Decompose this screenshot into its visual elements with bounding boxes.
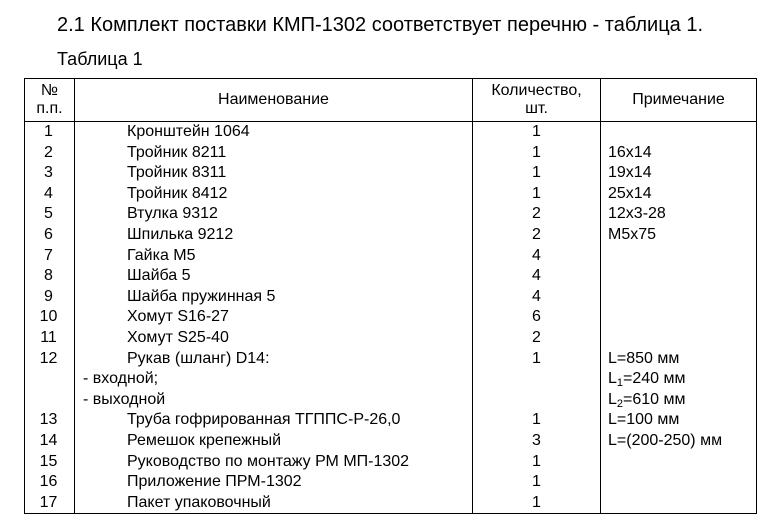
row-number: 10 (25, 307, 75, 328)
row-quantity: 2 (473, 328, 601, 349)
row-quantity (473, 369, 601, 390)
row-quantity: 1 (473, 410, 601, 431)
table-row (25, 225, 757, 246)
table-row (25, 349, 757, 370)
row-number: 12 (25, 349, 75, 370)
row-number: 14 (25, 431, 75, 452)
row-name: Тройник 8311 (75, 163, 473, 184)
row-number: 16 (25, 472, 75, 493)
row-note: 12х3-28 (601, 204, 757, 225)
row-name: - входной; (75, 369, 473, 390)
header-quantity-line2: шт. (525, 100, 548, 117)
row-number: 13 (25, 410, 75, 431)
row-quantity: 4 (473, 287, 601, 308)
row-note: М5х75 (601, 225, 757, 246)
header-name: Наименование (75, 79, 473, 122)
row-note: 16х14 (601, 143, 757, 164)
row-note (601, 493, 757, 514)
row-name: Шайба 5 (75, 266, 473, 287)
note-symbol: L (608, 390, 617, 408)
table-row-subitem (25, 390, 757, 411)
row-number: 4 (25, 184, 75, 205)
row-note (601, 246, 757, 267)
row-name: Тройник 8412 (75, 184, 473, 205)
row-note: 19х14 (601, 163, 757, 184)
header-number-line2: п.п. (36, 100, 63, 117)
row-note (601, 390, 757, 411)
table-row-subitem (25, 369, 757, 390)
row-number: 5 (25, 204, 75, 225)
row-quantity: 1 (473, 163, 601, 184)
header-quantity (473, 79, 601, 122)
row-number: 9 (25, 287, 75, 308)
row-quantity: 1 (473, 184, 601, 205)
row-name: Ремешок крепежный (75, 431, 473, 452)
row-number (25, 369, 75, 390)
header-number (25, 79, 75, 122)
table-row (25, 452, 757, 473)
row-number (25, 390, 75, 411)
row-quantity: 1 (473, 122, 601, 143)
row-number: 17 (25, 493, 75, 514)
row-quantity: 2 (473, 225, 601, 246)
row-note (601, 122, 757, 143)
table-row (25, 163, 757, 184)
row-name: Приложение ПРМ-1302 (75, 472, 473, 493)
note-subscript: 2 (616, 397, 624, 410)
row-note (601, 266, 757, 287)
table-row (25, 410, 757, 431)
table-row (25, 307, 757, 328)
row-number: 8 (25, 266, 75, 287)
row-number: 15 (25, 452, 75, 473)
table-header-row (25, 79, 757, 122)
row-name: Труба гофрированная ТГППС-Р-26,0 (75, 410, 473, 431)
row-name: Шайба пружинная 5 (75, 287, 473, 308)
row-name: Хомут S25-40 (75, 328, 473, 349)
row-number: 6 (25, 225, 75, 246)
section-heading: 2.1 Комплект поставки КМП-1302 соответствует перечню - таблица 1. (57, 14, 704, 36)
row-quantity: 1 (473, 493, 601, 514)
row-note: L=(200-250) мм (601, 431, 757, 452)
row-number: 3 (25, 163, 75, 184)
row-quantity: 4 (473, 266, 601, 287)
note-value: =240 мм (623, 370, 686, 388)
row-quantity: 1 (473, 349, 601, 370)
table-row (25, 328, 757, 349)
table-row (25, 472, 757, 493)
header-number-line1: № (40, 82, 59, 99)
row-name: Тройник 8211 (75, 143, 473, 164)
row-number: 2 (25, 143, 75, 164)
row-quantity (473, 390, 601, 411)
table-row (25, 493, 757, 514)
table-row (25, 122, 757, 143)
table-row (25, 246, 757, 267)
row-note (601, 452, 757, 473)
row-number: 7 (25, 246, 75, 267)
table-row (25, 266, 757, 287)
row-quantity: 3 (473, 431, 601, 452)
row-quantity: 1 (473, 472, 601, 493)
row-note (601, 369, 757, 390)
delivery-set-table (24, 78, 757, 514)
row-note (601, 328, 757, 349)
row-quantity: 6 (473, 307, 601, 328)
row-note (601, 307, 757, 328)
row-note (601, 287, 757, 308)
row-number: 11 (25, 328, 75, 349)
table-row (25, 184, 757, 205)
table-caption: Таблица 1 (57, 49, 143, 69)
row-note: 25х14 (601, 184, 757, 205)
row-name: Рукав (шланг) D14: (75, 349, 473, 370)
row-name: Кронштейн 1064 (75, 122, 473, 143)
row-name: Хомут S16-27 (75, 307, 473, 328)
row-name: - выходной (75, 390, 473, 411)
table-row (25, 431, 757, 452)
row-name: Руководство по монтажу РМ МП-1302 (75, 452, 473, 473)
table-row (25, 204, 757, 225)
header-quantity-line1: Количество, (491, 82, 582, 99)
row-note: L=850 мм (601, 349, 757, 370)
row-name: Пакет упаковочный (75, 493, 473, 514)
row-quantity: 2 (473, 204, 601, 225)
row-note: L=100 мм (601, 410, 757, 431)
row-quantity: 1 (473, 452, 601, 473)
header-note: Примечание (601, 79, 757, 122)
row-number: 1 (25, 122, 75, 143)
note-symbol: L (608, 370, 617, 388)
row-name: Гайка М5 (75, 246, 473, 267)
row-name: Втулка 9312 (75, 204, 473, 225)
row-note (601, 472, 757, 493)
row-name: Шпилька 9212 (75, 225, 473, 246)
note-value: =610 мм (623, 390, 686, 408)
table-row (25, 287, 757, 308)
row-quantity: 1 (473, 143, 601, 164)
table-row (25, 143, 757, 164)
note-subscript: 1 (616, 377, 624, 390)
row-quantity: 4 (473, 246, 601, 267)
